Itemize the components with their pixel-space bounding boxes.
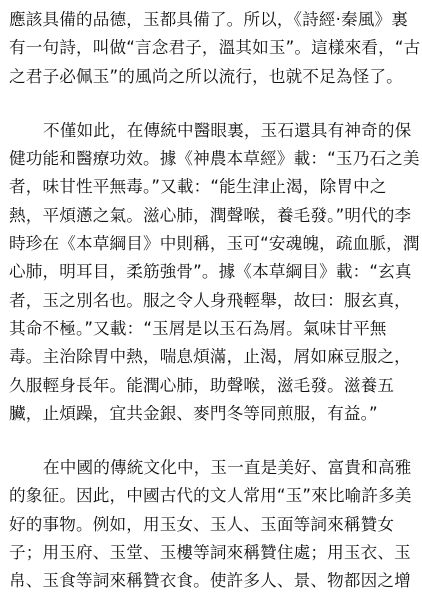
text-line: 久服輕身長年。能潤心肺，助聲喉，滋毛發。滋養五 xyxy=(9,375,395,395)
text-line: 心肺，明耳目，柔筋強骨”。據《本草綱目》載：“玄真 xyxy=(9,262,412,282)
text-line: 子；用玉府、玉堂、玉樓等詞來稱贊住處；用玉衣、玉 xyxy=(9,543,411,563)
text-line: 在中國的傳統文化中，玉一直是美好、富貴和高雅 xyxy=(43,458,412,478)
text-line: 時珍在《本草綱目》中則稱，玉可“安魂魄，疏血脈，潤 xyxy=(9,234,420,254)
text-line: 健功能和醫療功效。據《神農本草經》載：“玉乃石之美 xyxy=(9,149,420,169)
text-line: 熱，平煩懣之氣。滋心肺，潤聲喉，養毛發。”明代的李 xyxy=(9,205,412,225)
paragraph-1 xyxy=(9,6,421,91)
text-line: 其命不極。”又載：“玉屑是以玉石為屑。氣味甘平無 xyxy=(9,318,387,338)
text-line: 之君子必佩玉”的風尚之所以流行，也就不足為怪了。 xyxy=(9,66,403,86)
paragraph-gap xyxy=(9,428,413,454)
paragraph-gap xyxy=(9,91,413,117)
text-line: 者，玉之別名也。服之令人身飛輕舉，故曰：服玄真， xyxy=(9,290,411,310)
text-line: 帛、玉食等詞來稱贊衣食。使許多人、景、物都因之增 xyxy=(9,571,411,591)
text-line: 的象征。因此，中國古代的文人常用“玉”來比喻許多美 xyxy=(9,486,412,506)
text-line: 不僅如此，在傳統中醫眼裏，玉石還具有神奇的保 xyxy=(43,120,412,140)
text-line: 毒。主治除胃中熱，喘息煩滿，止渴，屑如麻豆服之， xyxy=(9,347,411,367)
text-line: 應該具備的品德，玉都具備了。所以，《詩經·秦風》裏 xyxy=(9,10,408,29)
text-line: 者，味甘性平無毒。”又載：“能生津止渴，除胃中之 xyxy=(9,177,387,197)
text-line: 好的事物。例如，用玉女、玉人、玉面等詞來稱贊女 xyxy=(9,514,395,534)
text-line: 有一句詩，叫做“言念君子，溫其如玉”。這樣來看，“古 xyxy=(9,38,421,58)
text-line: 臟，止煩躁，宜共金銀、麥門冬等同煎服，有益。” xyxy=(9,403,378,423)
paragraph-3 xyxy=(9,454,413,595)
paragraph-2 xyxy=(9,117,420,428)
